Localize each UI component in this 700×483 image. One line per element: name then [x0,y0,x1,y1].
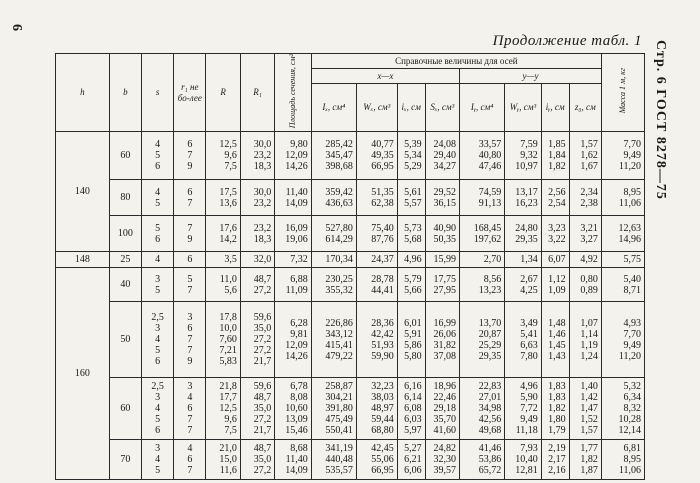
cell-mass: 12,63 14,96 [601,216,644,252]
cell-b: 80 [109,180,141,216]
cell-R: 21,0 15,0 11,6 [206,440,240,480]
header-r: r₁ не бо-лее [174,54,206,132]
cell-area: 11,40 14,09 [275,180,312,216]
cell-h: 160 [56,268,110,480]
cell-Sx: 15,99 [425,252,459,268]
header-R1: R₁ [240,54,274,132]
header-area [275,54,312,132]
header-R: R [206,54,240,132]
cell-s: 2,5 3 4 5 6 [141,302,173,378]
cell-R1: 23,2 18,3 [240,216,274,252]
cell-Ix: 170,34 [311,252,356,268]
table-wrapper [55,53,645,480]
cell-Iy: 22,83 27,01 34,98 42,56 49,68 [460,378,505,440]
cell-Ix: 341,19 440,48 535,57 [311,440,356,480]
cell-h: 140 [56,132,110,252]
cell-Wx: 42,45 55,06 66,95 [356,440,397,480]
cell-iy: 2,56 2,54 [541,180,569,216]
standard-side-label: Стр. 6 ГОСТ 8278—75 [653,40,668,200]
cell-Wy: 7,59 9,32 10,97 [505,132,542,180]
cell-Wx: 40,77 49,35 66,95 [356,132,397,180]
cell-mass: 8,95 11,06 [601,180,644,216]
cell-z0: 1,57 1,62 1,67 [569,132,601,180]
cell-s: 4 [141,252,173,268]
cell-b: 100 [109,216,141,252]
cell-ix: 6,16 6,14 6,08 6,03 5,97 [397,378,425,440]
table-row [56,378,645,440]
table-row [56,252,645,268]
page-number: 6 [9,24,24,31]
cell-r: 6 [174,252,206,268]
cell-Sx: 18,96 22,46 29,18 35,70 41,60 [425,378,459,440]
cell-r: 6 7 9 [174,132,206,180]
cell-r: 3 6 7 7 9 [174,302,206,378]
cell-ix: 5,61 5,57 [397,180,425,216]
cell-mass: 5,40 8,71 [601,268,644,302]
cell-r: 6 7 [174,180,206,216]
cell-z0: 2,34 2,38 [569,180,601,216]
cell-z0: 1,07 1,14 1,19 1,24 [569,302,601,378]
header-mass-text: Масса 1 м, кг [618,68,628,114]
cell-R: 3,5 [206,252,240,268]
cell-ix: 4,96 [397,252,425,268]
cell-R1: 30,0 23,2 [240,180,274,216]
cell-r: 3 4 6 7 7 [174,378,206,440]
cell-Ix: 285,42 345,47 398,68 [311,132,356,180]
header-h: h [56,54,110,132]
cell-iy: 1,83 1,83 1,82 1,80 1,79 [541,378,569,440]
cell-Wx: 28,36 42,42 51,93 59,90 [356,302,397,378]
cell-Wy: 7,93 10,40 12,81 [505,440,542,480]
cell-Sx: 40,90 50,35 [425,216,459,252]
cell-R: 12,5 9,6 7,5 [206,132,240,180]
cell-Wy: 24,80 29,35 [505,216,542,252]
cell-s: 5 6 [141,216,173,252]
table-row [56,216,645,252]
header-s: s [141,54,173,132]
cell-Wx: 24,37 [356,252,397,268]
cell-iy: 1,48 1,46 1,45 1,43 [541,302,569,378]
cell-b: 40 [109,268,141,302]
cell-r: 7 9 [174,216,206,252]
cell-b: 60 [109,132,141,180]
cell-R1: 48,7 27,2 [240,268,274,302]
cell-s: 3 4 5 [141,440,173,480]
cell-R: 17,6 14,2 [206,216,240,252]
cell-iy: 6,07 [541,252,569,268]
cell-R: 17,8 10,0 7,60 7,21 5,83 [206,302,240,378]
header-z0: z₀, см [569,84,601,132]
cell-R1: 59,6 35,0 27,2 27,2 21,7 [240,302,274,378]
cell-area: 6,78 8,08 10,60 13,09 15,46 [275,378,312,440]
cell-Sx: 17,75 27,95 [425,268,459,302]
cell-mass: 4,93 7,70 9,49 11,20 [601,302,644,378]
table-row [56,180,645,216]
header-ix: iₓ, см [397,84,425,132]
cell-s: 2,5 3 4 5 6 [141,378,173,440]
cell-iy: 1,85 1,84 1,82 [541,132,569,180]
cell-s: 3 5 [141,268,173,302]
cell-R1: 30,0 23,2 18,3 [240,132,274,180]
cell-Iy: 74,59 91,13 [460,180,505,216]
cell-ix: 5,79 5,66 [397,268,425,302]
cell-Wy: 3,49 5,41 6,63 7,80 [505,302,542,378]
cell-z0: 1,40 1,42 1,47 1,52 1,57 [569,378,601,440]
cell-Iy: 33,57 40,80 47,46 [460,132,505,180]
cell-iy: 3,23 3,22 [541,216,569,252]
table-row [56,132,645,180]
cell-area: 7,32 [275,252,312,268]
cell-Wy: 13,17 16,23 [505,180,542,216]
cell-b: 70 [109,440,141,480]
cell-Iy: 8,56 13,23 [460,268,505,302]
cell-iy: 2,19 2,17 2,16 [541,440,569,480]
cell-z0: 1,77 1,82 1,87 [569,440,601,480]
table-row [56,302,645,378]
cell-r: 5 7 [174,268,206,302]
cell-Ix: 359,42 436,63 [311,180,356,216]
header-area-text: Площадь сечения, см² [288,54,298,129]
continuation-label: Продолжение табл. 1 [492,33,642,49]
cell-h: 148 [56,252,110,268]
cell-area: 9,80 12,09 14,26 [275,132,312,180]
header-axis-xx: x—x [311,69,459,84]
cell-R1: 32,0 [240,252,274,268]
header-Iy: Iᵧ, см⁴ [460,84,505,132]
cell-Sx: 24,08 29,40 34,27 [425,132,459,180]
cell-R: 17,5 13,6 [206,180,240,216]
cell-Wx: 32,23 38,03 48,97 59,44 68,80 [356,378,397,440]
cell-Wy: 2,67 4,25 [505,268,542,302]
table-row [56,440,645,480]
header-iy: iᵧ, см [541,84,569,132]
cell-R: 11,0 5,6 [206,268,240,302]
cell-mass: 6,81 8,95 11,06 [601,440,644,480]
cell-Wy: 4,96 5,90 7,72 9,49 11,18 [505,378,542,440]
cell-s: 4 5 [141,180,173,216]
cell-Wx: 51,35 62,38 [356,180,397,216]
profile-table [55,53,645,480]
cell-Sx: 29,52 36,15 [425,180,459,216]
header-b: b [109,54,141,132]
cell-Ix: 527,80 614,29 [311,216,356,252]
cell-Iy: 13,70 20,87 25,29 29,35 [460,302,505,378]
cell-Iy: 41,46 53,86 65,72 [460,440,505,480]
cell-area: 6,88 11,09 [275,268,312,302]
cell-Ix: 258,87 304,21 391,80 475,49 550,41 [311,378,356,440]
cell-ix: 5,27 6,21 6,06 [397,440,425,480]
cell-z0: 4,92 [569,252,601,268]
cell-R1: 59,6 48,7 35,0 27,2 21,7 [240,378,274,440]
cell-Ix: 226,86 343,12 415,41 479,22 [311,302,356,378]
cell-mass: 7,70 9,49 11,20 [601,132,644,180]
cell-Iy: 2,70 [460,252,505,268]
cell-R1: 48,7 35,0 27,2 [240,440,274,480]
cell-mass: 5,75 [601,252,644,268]
header-Ix: Iₓ, см⁴ [311,84,356,132]
cell-z0: 0,80 0,89 [569,268,601,302]
cell-Wx: 75,40 87,76 [356,216,397,252]
cell-b: 50 [109,302,141,378]
cell-Wy: 1,34 [505,252,542,268]
cell-s: 4 5 6 [141,132,173,180]
header-Wy: Wᵧ, см³ [505,84,542,132]
cell-ix: 5,39 5,34 5,29 [397,132,425,180]
cell-r: 4 6 7 [174,440,206,480]
cell-area: 6,28 9,81 12,09 14,26 [275,302,312,378]
cell-b: 60 [109,378,141,440]
cell-R: 21,8 17,7 12,5 9,6 7,5 [206,378,240,440]
header-Sx: Sₓ, см³ [425,84,459,132]
cell-Iy: 168,45 197,62 [460,216,505,252]
cell-Wx: 28,78 44,41 [356,268,397,302]
cell-Ix: 230,25 355,32 [311,268,356,302]
table-row [56,268,645,302]
cell-z0: 3,21 3,27 [569,216,601,252]
cell-area: 8,68 11,40 14,09 [275,440,312,480]
cell-mass: 5,32 6,34 8,32 10,28 12,14 [601,378,644,440]
cell-iy: 1,12 1,09 [541,268,569,302]
cell-Sx: 24,82 32,30 39,57 [425,440,459,480]
header-ref-group: Справочные величины для осей [311,54,601,69]
header-Wx: Wₓ, см³ [356,84,397,132]
cell-b: 25 [109,252,141,268]
cell-ix: 6,01 5,91 5,86 5,80 [397,302,425,378]
cell-area: 16,09 19,06 [275,216,312,252]
header-axis-yy: y—y [460,69,602,84]
cell-Sx: 16,99 26,06 31,82 37,08 [425,302,459,378]
cell-ix: 5,73 5,68 [397,216,425,252]
header-mass [601,54,644,132]
